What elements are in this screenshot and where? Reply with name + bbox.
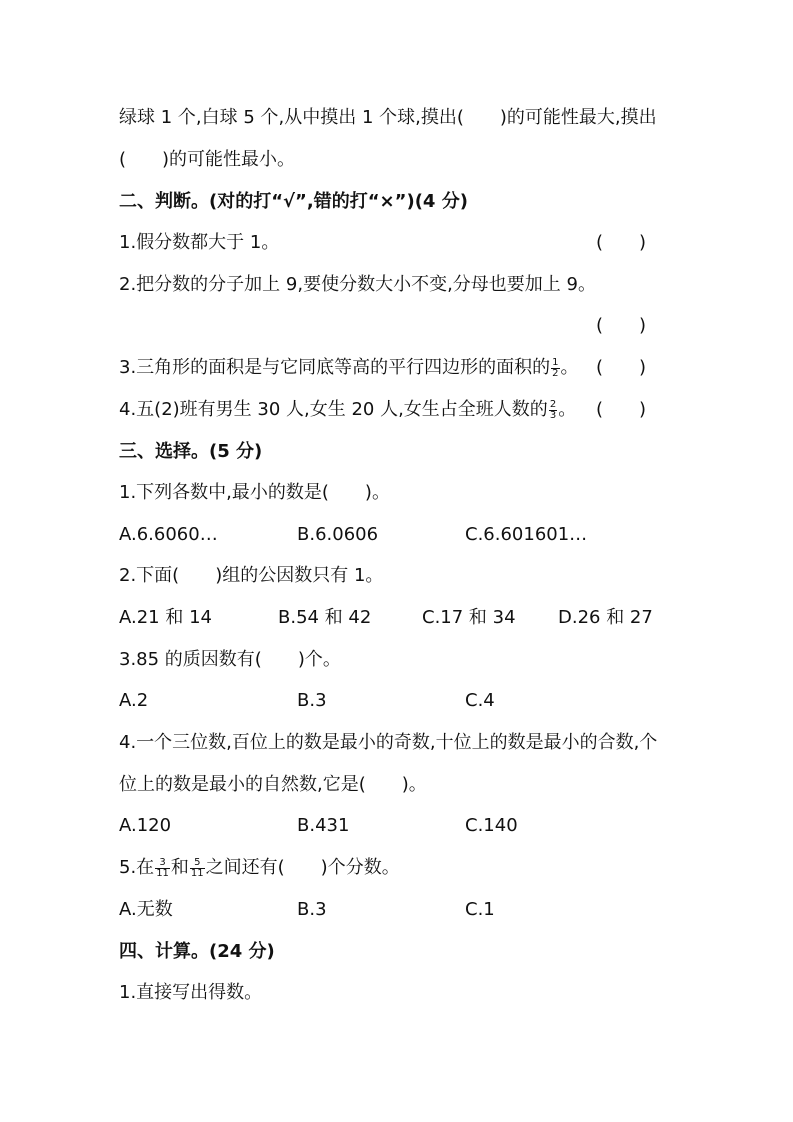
fraction <box>190 858 205 879</box>
answer-parens: ( ) <box>596 315 647 336</box>
option-b: B.3 <box>297 690 327 711</box>
judge-item-text: 4.五(2)班有男生 30 人,女生 20 人,女生占全班人数的 <box>119 399 548 420</box>
fraction-denominator: 2 <box>552 367 559 379</box>
choice-question-4-cont: 位上的数是最小的自然数,它是( )。 <box>119 774 427 795</box>
choice-question-5 <box>119 856 400 880</box>
judge-item-2: 2.把分数的分子加上 9,要使分数大小不变,分母也要加上 9。 <box>119 274 596 295</box>
option-b: B.3 <box>297 899 327 920</box>
judge-item-text: 。 <box>560 357 579 378</box>
option-b: B.6.0606 <box>297 524 379 545</box>
judge-item-1: 1.假分数都大于 1。 <box>119 232 280 253</box>
fraction <box>551 358 559 379</box>
option-b: B.431 <box>297 815 350 836</box>
answer-parens: ( ) <box>596 232 647 253</box>
option-c: C.6.601601… <box>465 524 588 545</box>
answer-parens: ( ) <box>596 399 647 420</box>
fraction-numerator: 3 <box>155 858 170 869</box>
option-d: D.26 和 27 <box>558 607 653 628</box>
fraction <box>155 858 170 879</box>
fraction-numerator: 1 <box>552 356 559 368</box>
option-a: A.2 <box>119 690 149 711</box>
answer-parens: ( ) <box>596 357 647 378</box>
fraction-denominator: 11 <box>190 867 204 879</box>
option-c: C.1 <box>465 899 495 920</box>
question-text: 之间还有( )个分数。 <box>205 857 400 878</box>
question-text: ( )的可能性最小。 <box>119 149 296 170</box>
judge-item-4 <box>119 398 576 422</box>
judge-item-3 <box>119 356 579 380</box>
question-text: 绿球 1 个,白球 5 个,从中摸出 1 个球,摸出( )的可能性最大,摸出 <box>119 107 657 128</box>
section-title: 四、计算。(24 分) <box>119 941 275 962</box>
option-c: C.140 <box>465 815 518 836</box>
option-c: C.4 <box>465 690 495 711</box>
fraction-numerator: 5 <box>190 858 205 869</box>
calc-question-1: 1.直接写出得数。 <box>119 982 263 1003</box>
option-a: A.6.6060… <box>119 524 218 545</box>
choice-question-1: 1.下列各数中,最小的数是( )。 <box>119 482 390 503</box>
question-text: 5.在 <box>119 857 155 878</box>
fraction-denominator: 11 <box>156 867 169 879</box>
section-title: 二、判断。(对的打“√”,错的打“×”)(4 分) <box>119 191 468 212</box>
question-text: 和 <box>170 857 189 878</box>
choice-question-2: 2.下面( )组的公因数只有 1。 <box>119 565 384 586</box>
choice-question-3: 3.85 的质因数有( )个。 <box>119 649 341 670</box>
option-a: A.无数 <box>119 899 173 920</box>
option-a: A.120 <box>119 815 172 836</box>
fraction-denominator: 3 <box>549 409 557 421</box>
judge-item-text: 。 <box>558 399 577 420</box>
option-a: A.21 和 14 <box>119 607 212 628</box>
judge-item-text: 3.三角形的面积是与它同底等高的平行四边形的面积的 <box>119 357 551 378</box>
option-b: B.54 和 42 <box>278 607 372 628</box>
choice-question-4: 4.一个三位数,百位上的数是最小的奇数,十位上的数是最小的合数,个 <box>119 732 658 753</box>
section-title: 三、选择。(5 分) <box>119 441 263 462</box>
fraction-numerator: 2 <box>549 398 557 410</box>
option-c: C.17 和 34 <box>422 607 516 628</box>
fraction <box>549 400 557 421</box>
